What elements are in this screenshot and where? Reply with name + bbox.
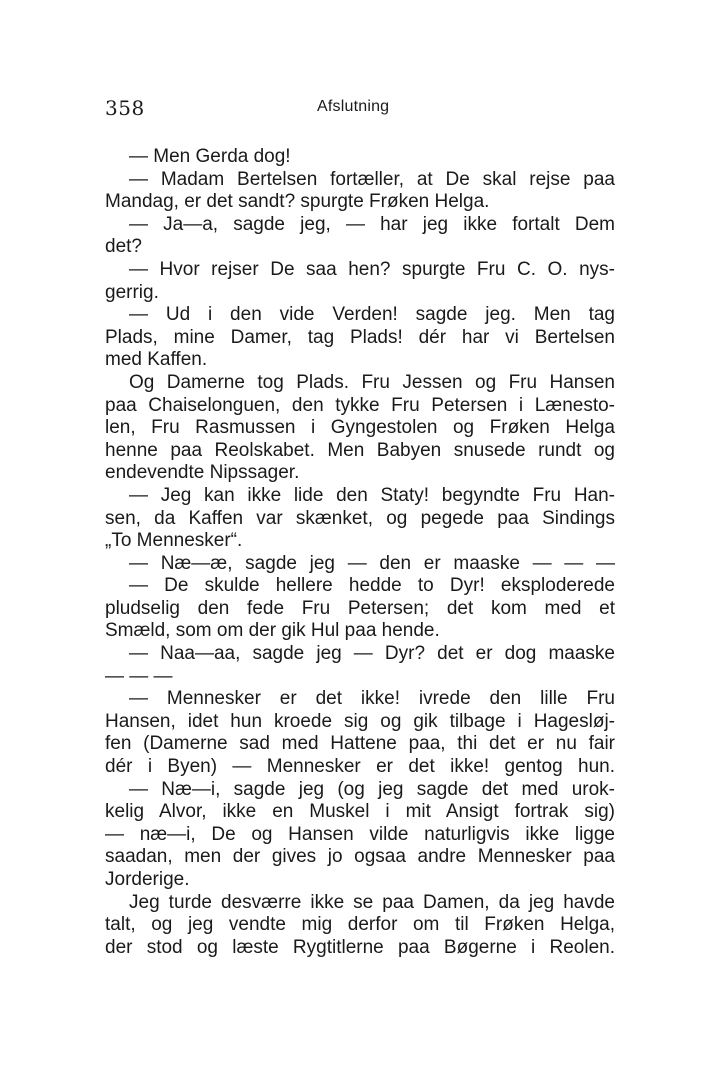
text-line: — Hvor rejser De saa hen? spurgte Fru C. O. nys- <box>129 258 615 280</box>
text-line: henne paa Reolskabet. Men Babyen snusede rundt og <box>105 439 615 461</box>
text-line: Smæld, som om der gik Hul paa hende. <box>105 620 440 642</box>
text-line: — Men Gerda dog! <box>129 146 291 167</box>
text-line: gerrig. <box>105 281 159 303</box>
running-head: Afslutning <box>317 98 390 115</box>
page-header <box>105 96 615 120</box>
text-line: det? <box>105 236 142 258</box>
text-line: med Kaffen. <box>105 349 208 371</box>
text-line: — Madam Bertelsen fortæller, at De skal rejse paa <box>129 168 615 190</box>
text-line: kelig Alvor, ikke en Muskel i mit Ansigt fortrak sig) <box>105 801 615 823</box>
text-line: — Naa—aa, sagde jeg — Dyr? det er dog maaske <box>129 643 615 665</box>
text-line: endevendte Nipssager. <box>105 462 300 484</box>
text-line: — — — <box>105 665 173 687</box>
text-line: saadan, men der gives jo ogsaa andre Mennesker paa <box>105 846 615 868</box>
body-text <box>105 146 615 959</box>
text-line: paa Chaiselonguen, den tykke Fru Petersen i Lænesto- <box>105 394 615 416</box>
text-line: dér i Byen) — Mennesker er det ikke! gentog hun. <box>105 756 615 778</box>
text-line: — Næ—æ, sagde jeg — den er maaske — — — <box>129 552 615 574</box>
text-line: Jorderige. <box>105 869 190 890</box>
text-line: — næ—i, De og Hansen vilde naturligvis ikke ligge <box>105 823 615 845</box>
text-line: Plads, mine Damer, tag Plads! dér har vi Bertelsen <box>105 326 615 348</box>
text-line: fen (Damerne sad med Hattene paa, thi det er nu fair <box>105 733 615 755</box>
text-line: talt, og jeg vendte mig derfor om til Frøken Helga, <box>105 914 615 936</box>
text-line: Jeg turde desværre ikke se paa Damen, da jeg havde <box>129 891 615 913</box>
text-line: Og Damerne tog Plads. Fru Jessen og Fru Hansen <box>129 371 615 393</box>
text-line: len, Fru Rasmussen i Gyngestolen og Frøken Helga <box>105 417 615 439</box>
text-line: sen, da Kaffen var skænket, og pegede paa Sindings <box>105 507 615 529</box>
page-number: 358 <box>105 96 145 120</box>
text-line: — Næ—i, sagde jeg (og jeg sagde det med urok- <box>129 778 615 800</box>
text-line: der stod og læste Rygtitlerne paa Bøgerne i Reolen. <box>105 936 615 958</box>
text-line: — Jeg kan ikke lide den Staty! begyndte Fru Han- <box>129 484 615 506</box>
text-line: — De skulde hellere hedde to Dyr! eksploderede <box>129 575 615 597</box>
text-line: — Ud i den vide Verden! sagde jeg. Men tag <box>129 304 615 326</box>
text-line: Hansen, idet hun kroede sig og gik tilbage i Hagesløj- <box>105 710 615 732</box>
text-line: — Mennesker er det ikke! ivrede den lille Fru <box>129 688 615 710</box>
text-line: „To Mennesker“. <box>105 530 243 552</box>
text-line: — Ja—a, sagde jeg, — har jeg ikke fortalt Dem <box>129 213 615 235</box>
text-line: pludselig den fede Fru Petersen; det kom med et <box>105 597 615 619</box>
text-line: Mandag, er det sandt? spurgte Frøken Helga. <box>105 191 490 213</box>
